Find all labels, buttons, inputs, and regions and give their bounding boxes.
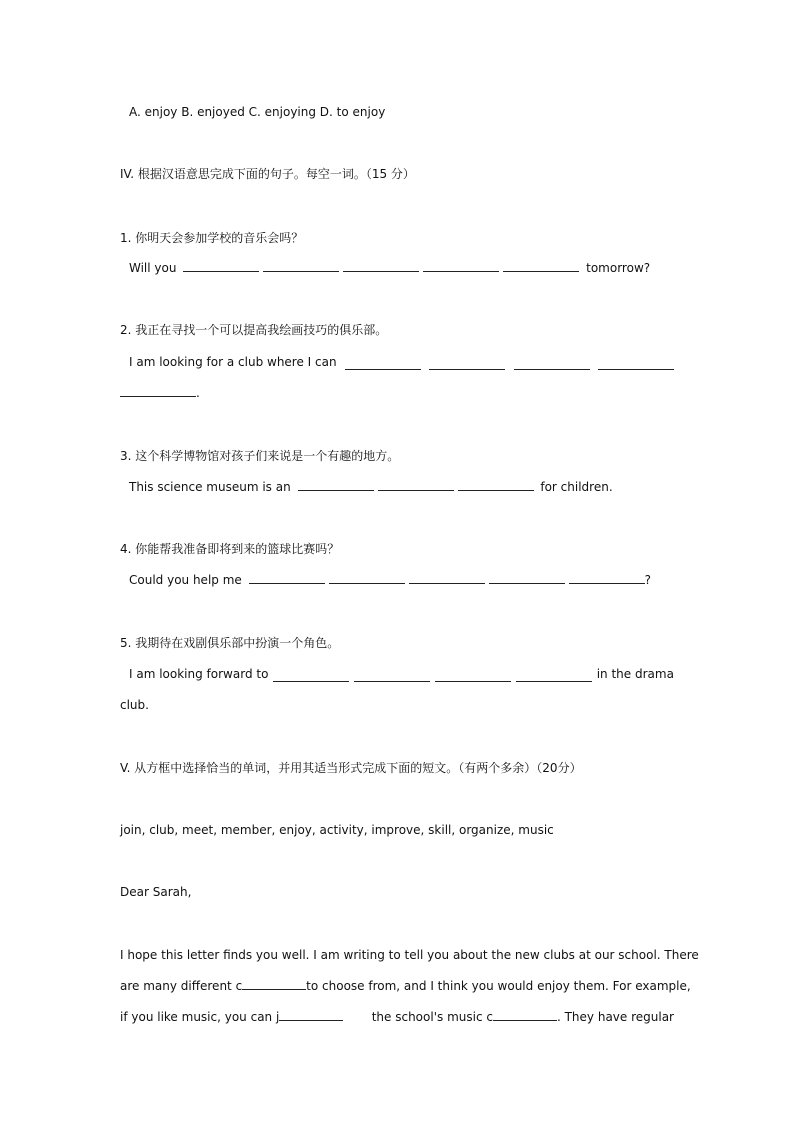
answer-blank[interactable] (503, 261, 579, 272)
answer-blank[interactable] (409, 573, 485, 584)
answer-blank[interactable] (516, 671, 592, 682)
q3-options: A. enjoy B. enjoyed C. enjoying D. to enjoy (129, 105, 386, 119)
item-4-prefix: Could you help me (129, 573, 242, 587)
item-2-english (129, 354, 674, 370)
item-5-middle: in the drama (596, 667, 674, 681)
item-5-english (129, 666, 674, 682)
letter-line-3-b: the school's music c (371, 1010, 493, 1024)
letter-line-1 (120, 947, 699, 963)
letter-line-3-c: . They have regular (556, 1010, 674, 1024)
item-5-suffix: club. (120, 698, 149, 712)
answer-blank[interactable] (569, 573, 645, 584)
item-1-english (129, 260, 650, 276)
answer-blank[interactable] (423, 261, 499, 272)
answer-blank[interactable] (354, 671, 430, 682)
word-bank: join, club, meet, member, enjoy, activity, improve, skill, organize, music (120, 823, 554, 837)
answer-blank[interactable] (429, 359, 505, 370)
answer-blank[interactable] (298, 480, 374, 491)
item-3-prefix: This science museum is an (129, 480, 291, 494)
item-3-english (129, 479, 613, 495)
answer-blank[interactable] (249, 573, 325, 584)
answer-blank[interactable] (598, 359, 674, 370)
answer-blank[interactable] (242, 979, 306, 990)
letter-line-3-a: if you like music, you can j (120, 1010, 280, 1024)
answer-blank[interactable] (263, 261, 339, 272)
letter-line-2-b: to choose from, and I think you would enjoy them. For example, (306, 979, 691, 993)
answer-blank[interactable] (183, 261, 259, 272)
item-4-english (129, 572, 651, 588)
item-1-suffix: tomorrow? (586, 261, 651, 275)
item-2-english-cont (120, 385, 200, 401)
letter-line-1-text: I hope this letter finds you well. I am writing to tell you about the new clubs at our school. There (120, 948, 699, 962)
letter-line-3 (120, 1009, 674, 1025)
item-3-chinese: 3. 这个科学博物馆对孩子们来说是一个有趣的地方。 (120, 449, 400, 463)
answer-blank[interactable] (273, 671, 349, 682)
section-5-title: V. 从方框中选择恰当的单词，并用其适当形式完成下面的短文。（有两个多余）（20分） (120, 761, 582, 775)
section-4-title: IV. 根据汉语意思完成下面的句子。每空一词。（15 分） (120, 167, 415, 181)
answer-blank[interactable] (343, 261, 419, 272)
answer-blank[interactable] (329, 573, 405, 584)
answer-blank[interactable] (120, 386, 196, 397)
answer-blank[interactable] (279, 1010, 343, 1021)
item-2-prefix: I am looking for a club where I can (129, 355, 337, 369)
item-1-prefix: Will you (129, 261, 177, 275)
item-5-prefix: I am looking forward to (129, 667, 269, 681)
letter-line-2 (120, 978, 691, 994)
letter-line-2-a: are many different c (120, 979, 243, 993)
answer-blank[interactable] (458, 480, 534, 491)
answer-blank[interactable] (489, 573, 565, 584)
answer-blank[interactable] (493, 1010, 557, 1021)
item-1-chinese: 1. 你明天会参加学校的音乐会吗？ (120, 231, 304, 245)
item-2-suffix: . (196, 386, 200, 400)
answer-blank[interactable] (378, 480, 454, 491)
item-4-chinese: 4. 你能帮我准备即将到来的篮球比赛吗？ (120, 542, 340, 556)
answer-blank[interactable] (345, 359, 421, 370)
item-4-suffix: ? (644, 573, 651, 587)
item-2-chinese: 2. 我正在寻找一个可以提高我绘画技巧的俱乐部。 (120, 323, 388, 337)
item-3-suffix: for children. (540, 480, 613, 494)
answer-blank[interactable] (514, 359, 590, 370)
letter-salutation: Dear Sarah, (120, 885, 192, 899)
answer-blank[interactable] (435, 671, 511, 682)
item-5-chinese: 5. 我期待在戏剧俱乐部中扮演一个角色。 (120, 636, 340, 650)
